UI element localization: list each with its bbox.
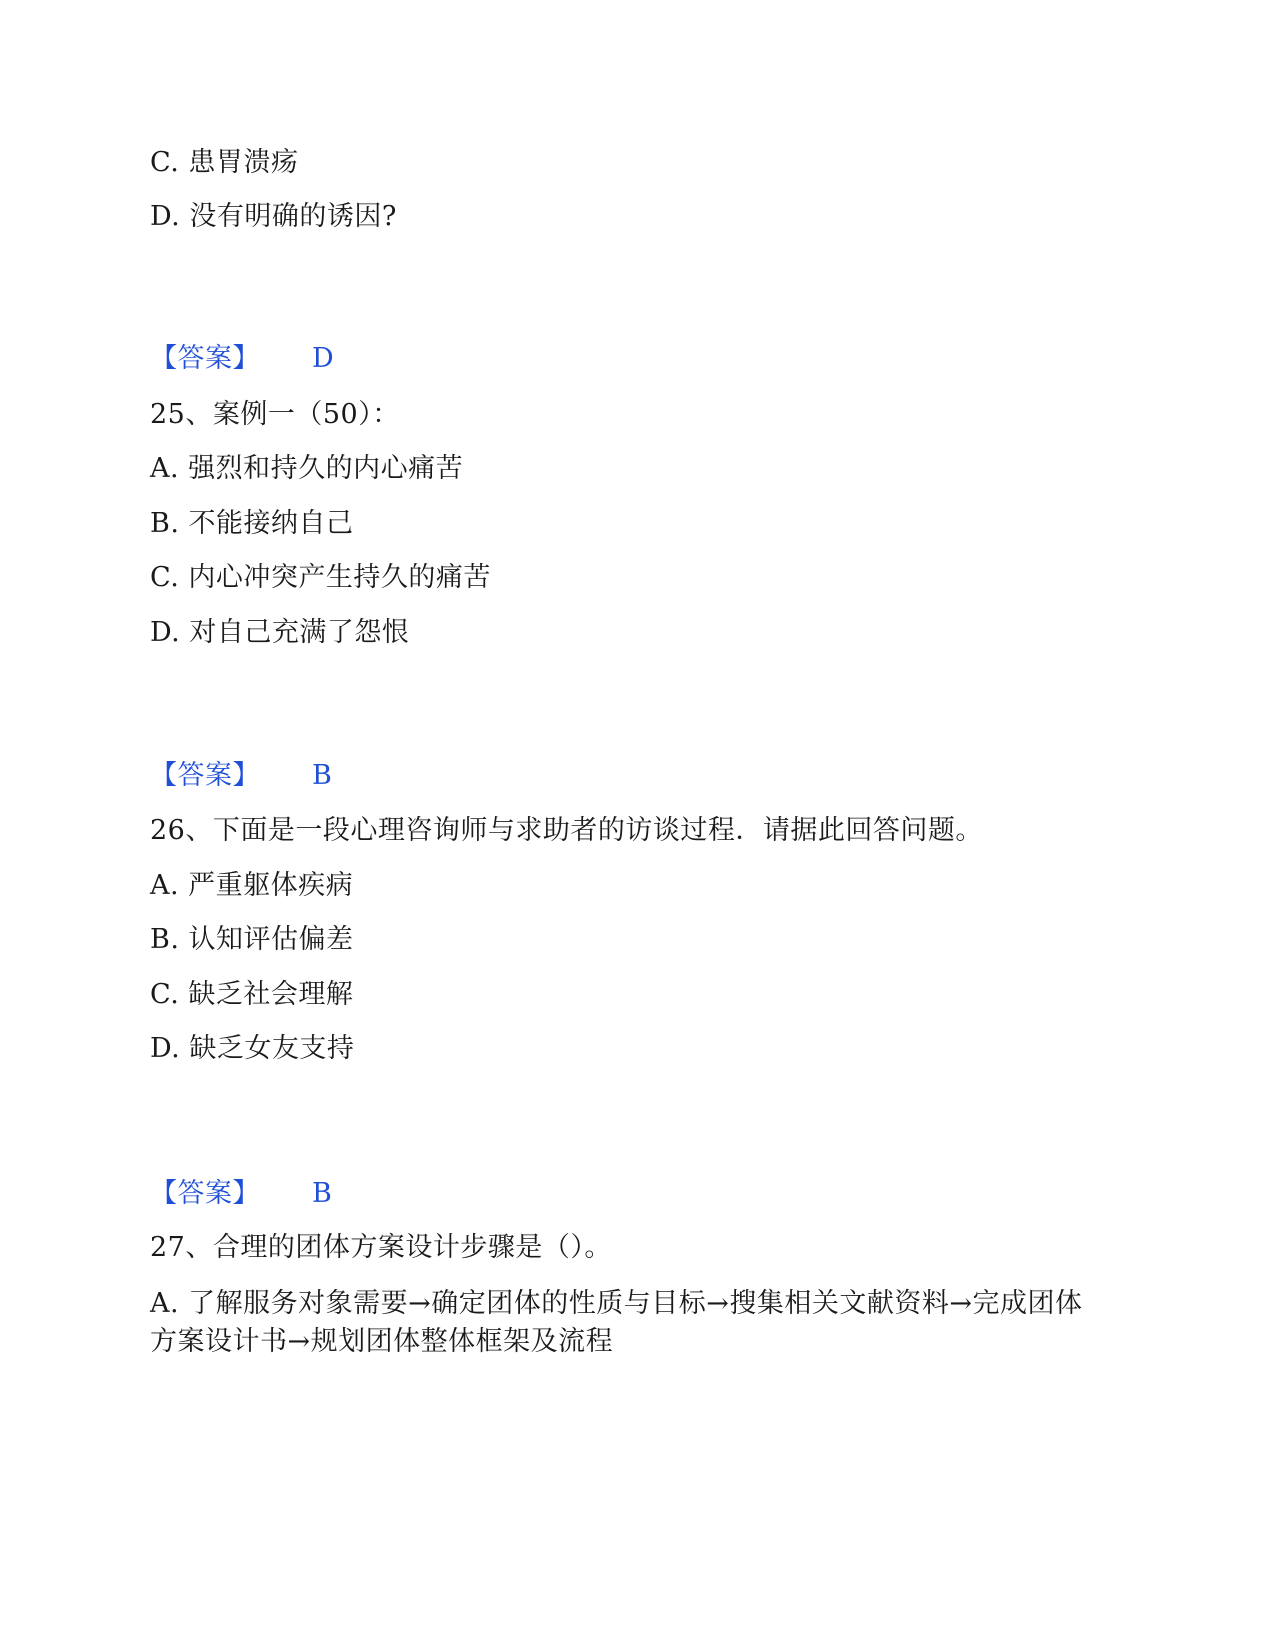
question-stem: 26、下面是一段心理咨询师与求助者的访谈过程．请据此回答问题。 (150, 815, 983, 846)
question-stem: 25、案例一（50）： (150, 399, 400, 430)
answer-label: 【答案】 (150, 343, 260, 374)
option-b: B. 认知评估偏差 (150, 924, 354, 955)
answer-label: 【答案】 (150, 760, 260, 791)
option-b: B. 不能接纳自己 (150, 508, 354, 539)
option-c: C. 内心冲突产生持久的痛苦 (150, 562, 491, 593)
option-d: D. 没有明确的诱因? (150, 201, 397, 232)
option-a: A. 了解服务对象需要→确定团体的性质与目标→搜集相关文献资料→完成团体方案设计书→规划团体整体框架及流程 (150, 1288, 1083, 1357)
option-c: C. 缺乏社会理解 (150, 979, 354, 1010)
question-stem: 27、合理的团体方案设计步骤是（）。 (150, 1232, 612, 1263)
answer-label: 【答案】 (150, 1178, 260, 1209)
option-a: A. 严重躯体疾病 (150, 870, 354, 901)
answer-value: D (312, 343, 335, 374)
option-d: D. 对自己充满了怨恨 (150, 617, 410, 648)
option-d: D. 缺乏女友支持 (150, 1033, 355, 1064)
option-c: C. 患胃溃疡 (150, 147, 299, 178)
answer-line (150, 757, 332, 795)
option-a: A. 强烈和持久的内心痛苦 (150, 453, 464, 484)
answer-line (150, 340, 334, 378)
answer-value: B (312, 760, 333, 791)
answer-value: B (312, 1178, 333, 1209)
answer-line (150, 1175, 332, 1213)
